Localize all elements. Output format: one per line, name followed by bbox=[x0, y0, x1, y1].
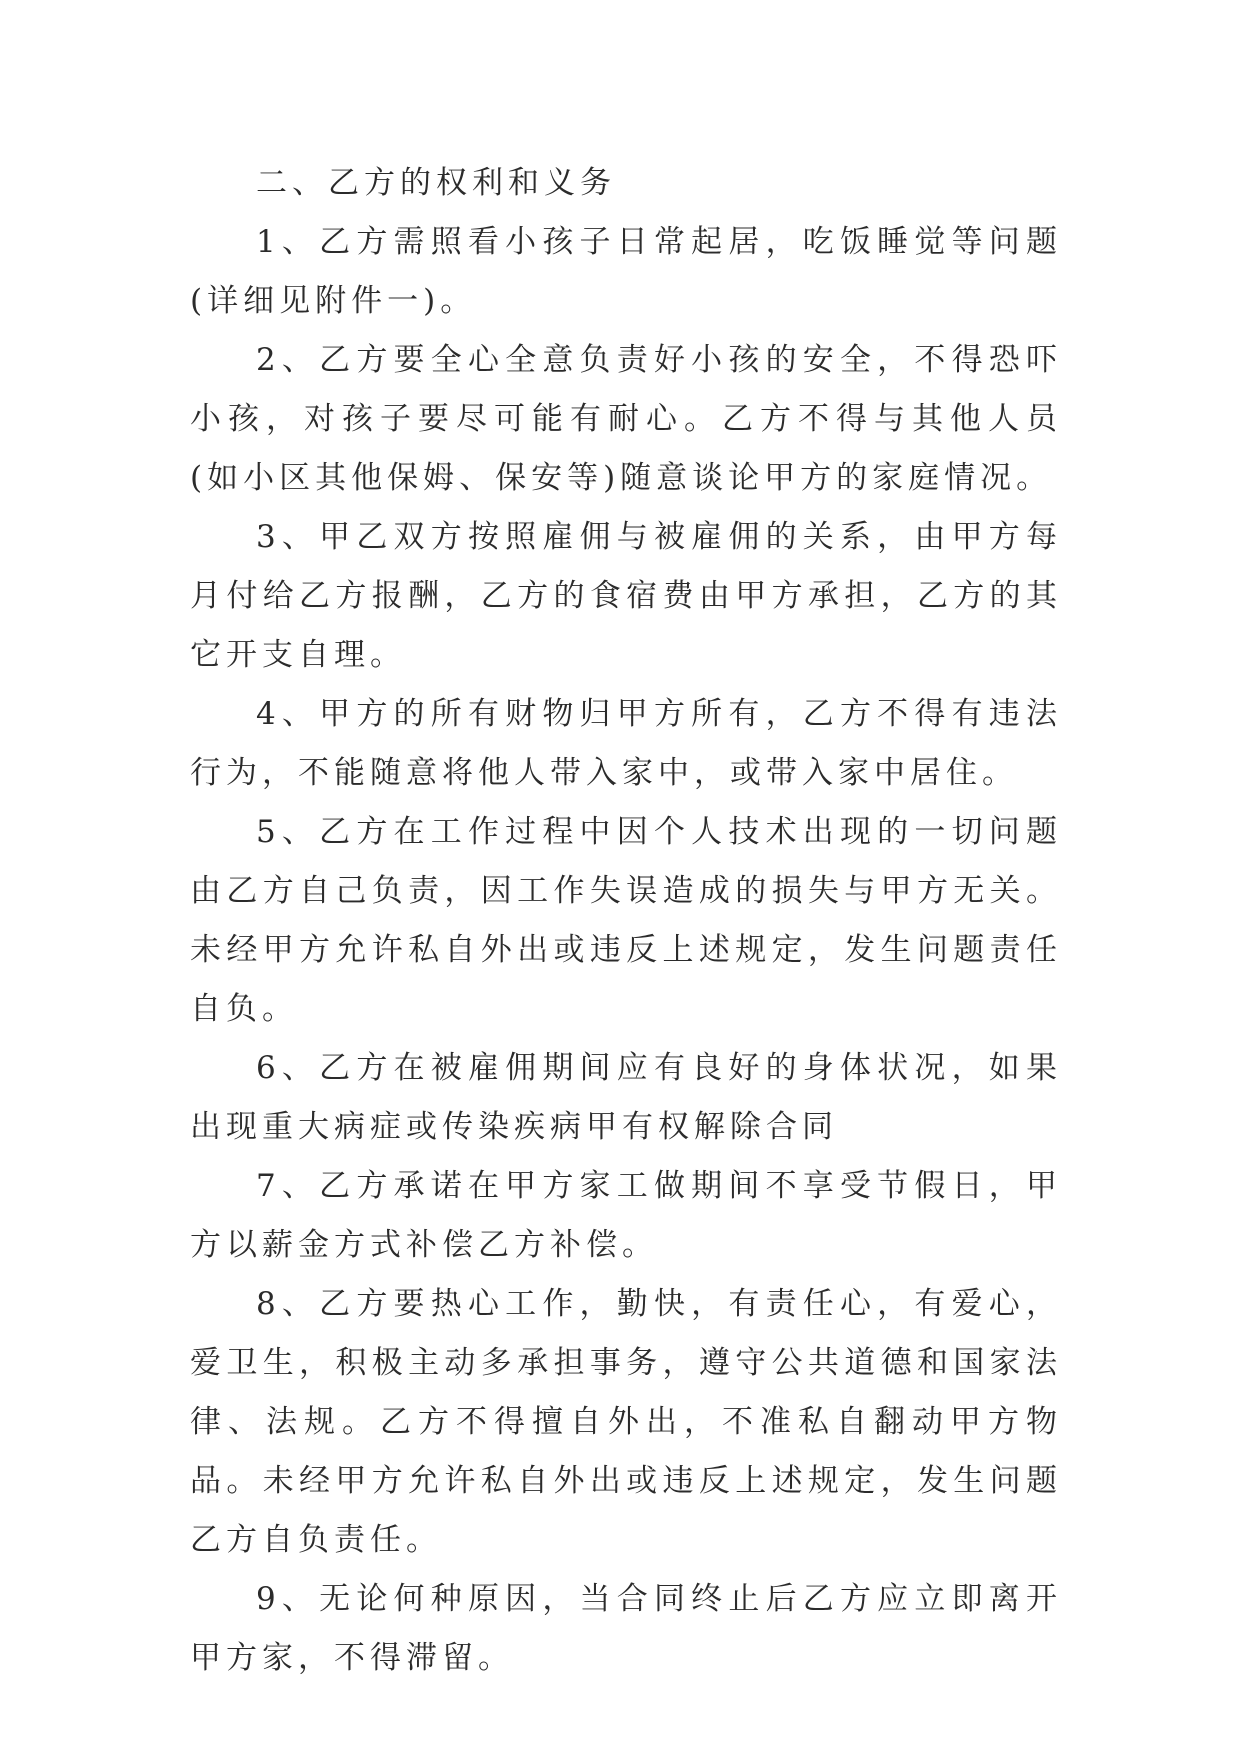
document-body bbox=[190, 154, 1062, 1688]
clause-3: 3、甲乙双方按照雇佣与被雇佣的关系，由甲方每月付给乙方报酬，乙方的食宿费由甲方承担，乙方的其它开支自理。 bbox=[190, 519, 1062, 673]
clause-1: 1、乙方需照看小孩子日常起居，吃饭睡觉等问题(详细见附件一)。 bbox=[190, 224, 1062, 319]
clause-9: 9、无论何种原因，当合同终止后乙方应立即离开甲方家，不得滞留。 bbox=[190, 1581, 1062, 1676]
section-heading: 二、乙方的权利和义务 bbox=[256, 165, 616, 201]
clause-2: 2、乙方要全心全意负责好小孩的安全，不得恐吓小孩，对孩子要尽可能有耐心。乙方不得与其他人员(如小区其他保姆、保安等)随意谈论甲方的家庭情况。 bbox=[190, 342, 1062, 496]
clause-6: 6、乙方在被雇佣期间应有良好的身体状况，如果出现重大病症或传染疾病甲有权解除合同 bbox=[190, 1050, 1062, 1145]
clause-5: 5、乙方在工作过程中因个人技术出现的一切问题由乙方自己负责，因工作失误造成的损失与甲方无关。未经甲方允许私自外出或违反上述规定，发生问题责任自负。 bbox=[190, 814, 1062, 1027]
clause-4: 4、甲方的所有财物归甲方所有，乙方不得有违法行为，不能随意将他人带入家中，或带入家中居住。 bbox=[190, 696, 1062, 791]
clause-8: 8、乙方要热心工作，勤快，有责任心，有爱心，爱卫生，积极主动多承担事务，遵守公共道德和国家法律、法规。乙方不得擅自外出，不准私自翻动甲方物品。未经甲方允许私自外出或违反上述规定，发生问题乙方自负责任。 bbox=[190, 1286, 1062, 1558]
clause-7: 7、乙方承诺在甲方家工做期间不享受节假日，甲方以薪金方式补偿乙方补偿。 bbox=[190, 1168, 1062, 1263]
